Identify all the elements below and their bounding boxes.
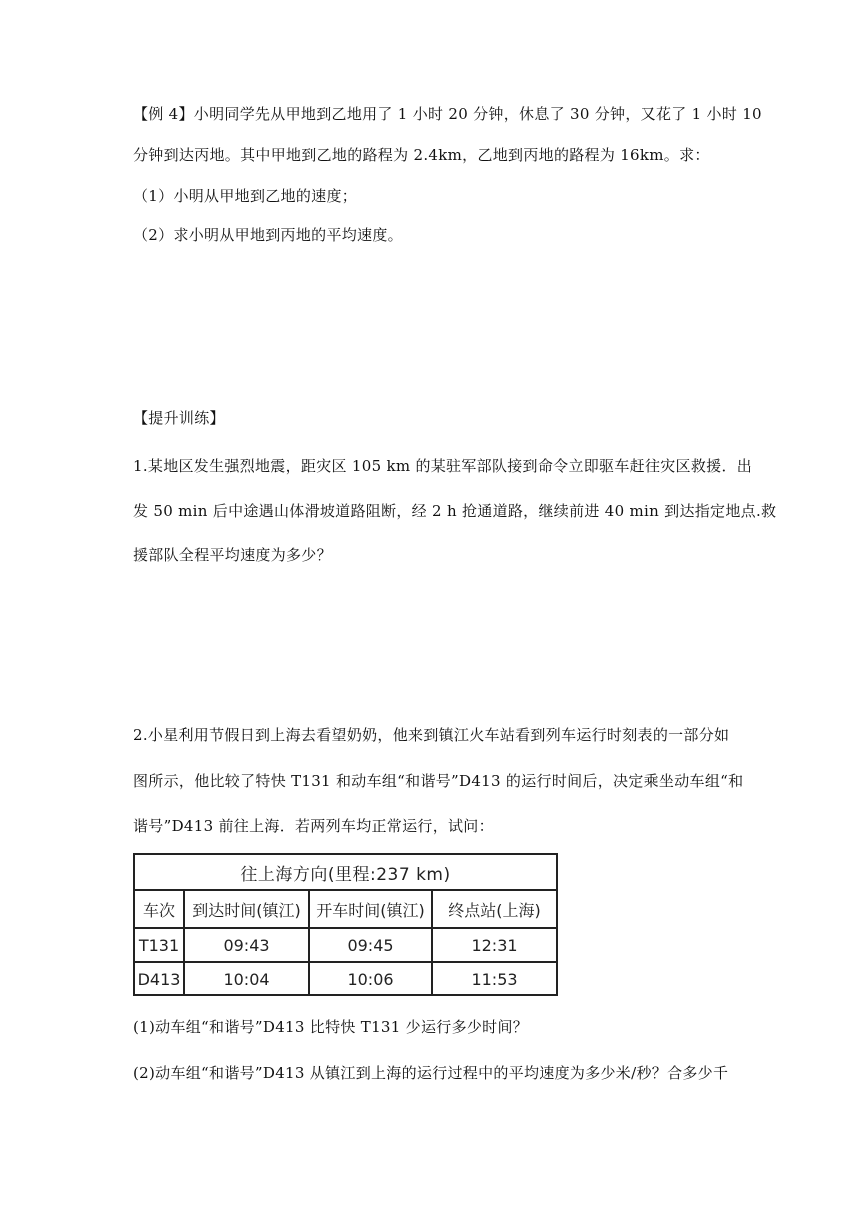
cell-terminal-time: 11:53 bbox=[471, 970, 518, 989]
problem-1-line-1: 1.某地区发生强烈地震，距灾区 105 km 的某驻军部队接到命令立即驱车赶往灾区救援．出 bbox=[133, 457, 753, 475]
example-4-question-1: （1）小明从甲地到乙地的速度； bbox=[133, 187, 358, 205]
problem-2-line-1: 2.小星利用节假日到上海去看望奶奶，他来到镇江火车站看到列车运行时刻表的一部分如 bbox=[133, 726, 730, 744]
training-title: 【提升训练】 bbox=[133, 409, 225, 427]
problem-1-line-3: 援部队全程平均速度为多少？ bbox=[133, 546, 332, 564]
problem-2-line-2: 图所示，他比较了特快 T131 和动车组“和谐号”D413 的运行时间后，决定乘坐动车组“和 bbox=[133, 772, 744, 790]
timetable-title: 往上海方向(里程:237 km) bbox=[135, 855, 556, 891]
problem-2-question-2: (2)动车组“和谐号”D413 从镇江到上海的运行过程中的平均速度为多少米/秒？合多少千 bbox=[133, 1064, 729, 1082]
problem-1-line-2: 发 50 min 后中途遇山体滑坡道路阻断，经 2 h 抢通道路，继续前进 40 min 到达指定地点.救 bbox=[133, 502, 777, 520]
cell-terminal-time: 12:31 bbox=[471, 935, 518, 955]
header-arrival-time: 到达时间(镇江) bbox=[185, 891, 310, 927]
problem-2-line-3: 谐号”D413 前往上海．若两列车均正常运行，试问： bbox=[133, 817, 494, 835]
example-4-line-2: 分钟到达丙地。其中甲地到乙地的路程为 2.4km，乙地到丙地的路程为 16km。求： bbox=[133, 146, 710, 164]
timetable-header-row bbox=[135, 891, 556, 929]
example-4-line-1: 【例 4】小明同学先从甲地到乙地用了 1 小时 20 分钟，休息了 30 分钟，又花了 1 小时 10 bbox=[133, 105, 762, 123]
cell-train-number: T131 bbox=[135, 929, 185, 961]
table-row bbox=[135, 963, 556, 996]
problem-2-question-1: (1)动车组“和谐号”D413 比特快 T131 少运行多少时间？ bbox=[133, 1018, 529, 1036]
header-terminal: 终点站(上海) bbox=[448, 900, 541, 920]
train-timetable bbox=[133, 853, 558, 996]
table-row bbox=[135, 929, 556, 963]
cell-arrival-time: 09:43 bbox=[185, 929, 310, 961]
header-train-number: 车次 bbox=[135, 891, 185, 927]
example-4-question-2: （2）求小明从甲地到丙地的平均速度。 bbox=[133, 226, 403, 244]
cell-train-number: D413 bbox=[135, 963, 185, 996]
header-departure-time: 开车时间(镇江) bbox=[310, 891, 433, 927]
cell-arrival-time: 10:04 bbox=[185, 963, 310, 996]
cell-departure-time: 10:06 bbox=[310, 963, 433, 996]
cell-departure-time: 09:45 bbox=[310, 929, 433, 961]
